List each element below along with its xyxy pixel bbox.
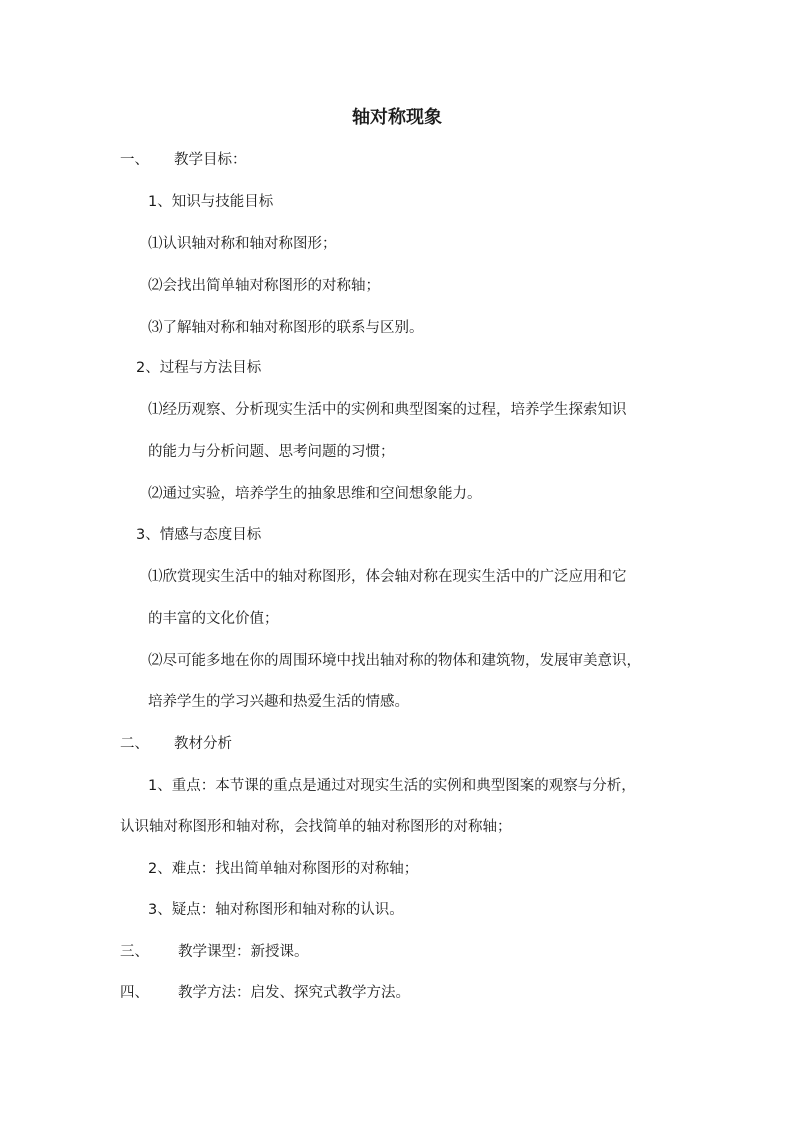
- objective-line: 培养学生的学习兴趣和热爱生活的情感。: [148, 694, 409, 710]
- analysis-line: 认识轴对称图形和轴对称，会找简单的轴对称图形的对称轴；: [120, 819, 512, 835]
- subsection-2-heading: 2、过程与方法目标: [136, 360, 262, 376]
- document-title: 轴对称现象: [352, 107, 442, 128]
- objective-line: ⑴认识轴对称和轴对称图形；: [148, 236, 337, 252]
- objective-line: ⑵会找出简单轴对称图形的对称轴；: [148, 278, 380, 294]
- objective-line: ⑴经历观察、分析现实生活中的实例和典型图案的过程，培养学生探索知识: [148, 402, 627, 418]
- objective-line: ⑵尽可能多地在你的周围环境中找出轴对称的物体和建筑物，发展审美意识，: [148, 653, 641, 669]
- section-1-heading: 教学目标：: [174, 152, 247, 168]
- objective-line: ⑶了解轴对称和轴对称图形的联系与区别。: [148, 320, 424, 336]
- objective-line: 的丰富的文化价值；: [148, 611, 279, 627]
- section-1-number: 一、: [120, 152, 149, 168]
- analysis-line: 3、疑点：轴对称图形和轴对称的认识。: [148, 902, 404, 918]
- subsection-3-heading: 3、情感与态度目标: [136, 527, 262, 543]
- objective-line: ⑵通过实验，培养学生的抽象思维和空间想象能力。: [148, 486, 482, 502]
- objective-line: ⑴欣赏现实生活中的轴对称图形，体会轴对称在现实生活中的广泛应用和它: [148, 569, 627, 585]
- section-4-heading: 教学方法：启发、探究式教学方法。: [178, 985, 410, 1001]
- analysis-line: 1、重点：本节课的重点是通过对现实生活的实例和典型图案的观察与分析，: [148, 778, 636, 794]
- section-4-number: 四、: [120, 985, 149, 1001]
- analysis-line: 2、难点：找出简单轴对称图形的对称轴；: [148, 861, 419, 877]
- section-2-heading: 教材分析: [174, 736, 232, 752]
- section-2-number: 二、: [120, 736, 149, 752]
- section-3-heading: 教学课型：新授课。: [178, 944, 309, 960]
- section-3-number: 三、: [120, 944, 149, 960]
- subsection-1-heading: 1、知识与技能目标: [148, 194, 274, 210]
- objective-line: 的能力与分析问题、思考问题的习惯；: [148, 444, 395, 460]
